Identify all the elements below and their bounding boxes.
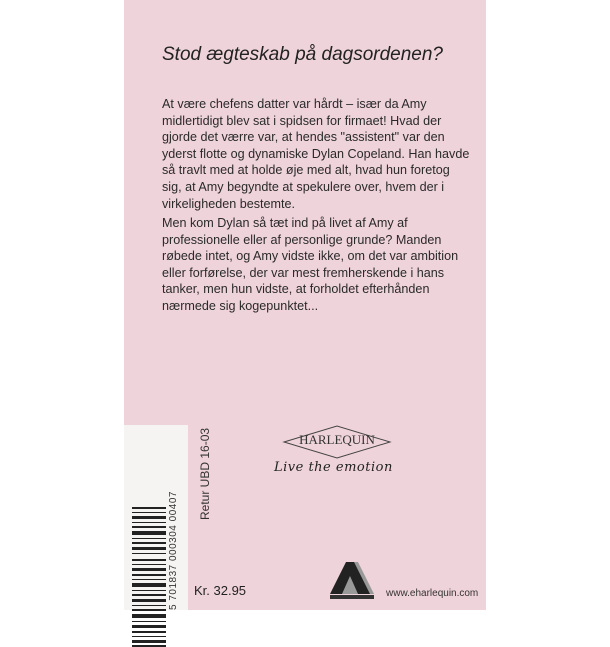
publisher-logo xyxy=(330,560,376,600)
blurb-paragraph: Men kom Dylan så tæt ind på livet af Amy af professionelle eller af personlige grunde? Manden røbede intet, og Amy vidste ikke, om det var ambition eller forførelse, der var mest fremherskende i hans tanker, men hun vidste, at forholdet efterhånden nærmede sig kogepunktet... xyxy=(162,216,459,313)
brand-name: HARLEQUIN xyxy=(299,432,375,447)
book-back-cover xyxy=(124,0,486,610)
website: www.eharlequin.com xyxy=(386,588,479,599)
blurb-paragraph: At være chefens datter var hårdt – især da Amy midlertidigt blev sat i spidsen for firmaet! Hvad der gjorde det værre var, at hendes "assistent" var den yderst flotte og dynamiske Dylan Copeland. Han havde så travlt med at holde øje med alt, hvad hun foretog sig, at Amy begyndte at spekulere over, hvem der i virkeligheden bestemte. xyxy=(162,97,470,211)
headline: Stod ægteskab på dagsordenen? xyxy=(162,44,443,65)
return-date: Retur UBD 16-03 xyxy=(198,427,212,520)
barcode-number: 5 701837 000304 00407 xyxy=(168,491,179,610)
barcode xyxy=(132,507,166,647)
tagline: Live the emotion xyxy=(274,460,393,475)
price: Kr. 32.95 xyxy=(194,583,247,598)
